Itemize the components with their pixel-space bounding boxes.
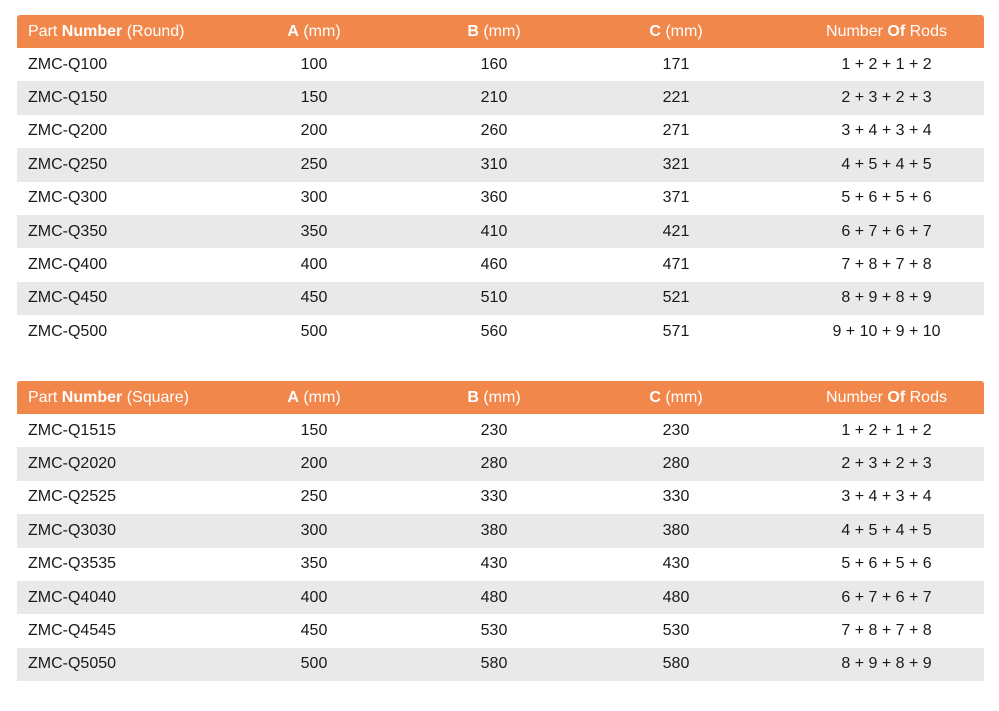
header-part-bold: Number <box>61 388 123 406</box>
header-part-pre: Part <box>28 22 58 40</box>
header-c-unit: (mm) <box>665 388 703 406</box>
c-cell: 230 <box>662 421 690 439</box>
table-row <box>17 414 984 447</box>
c-cell: 171 <box>662 55 690 73</box>
rods-cell: 4 + 5 + 4 + 5 <box>841 521 932 539</box>
header-rods-pre: Number <box>826 388 883 406</box>
a-cell: 300 <box>300 189 328 207</box>
part-number-cell: ZMC-Q500 <box>28 322 108 340</box>
header-rods-bold: Of <box>887 388 906 406</box>
square-spec-table <box>17 381 984 681</box>
c-cell: 580 <box>662 655 690 673</box>
part-number-cell: ZMC-Q2525 <box>28 488 117 506</box>
c-cell: 280 <box>662 455 690 473</box>
c-cell: 571 <box>662 322 690 340</box>
c-cell: 471 <box>662 256 690 274</box>
b-cell: 360 <box>480 189 508 207</box>
table-row <box>17 614 984 647</box>
a-cell: 500 <box>300 655 328 673</box>
b-cell: 460 <box>480 256 508 274</box>
header-part-bold: Number <box>61 22 123 40</box>
table-row <box>17 481 984 514</box>
b-cell: 560 <box>480 322 508 340</box>
square-table-header <box>17 381 984 414</box>
rods-cell: 6 + 7 + 6 + 7 <box>841 222 932 240</box>
b-cell: 580 <box>480 655 508 673</box>
a-cell: 400 <box>300 256 328 274</box>
header-b-letter: B <box>467 388 479 406</box>
table-row <box>17 182 984 215</box>
header-a-letter: A <box>287 388 299 406</box>
table-row <box>17 581 984 614</box>
table-row <box>17 148 984 181</box>
header-a-unit: (mm) <box>303 22 341 40</box>
c-cell: 421 <box>662 222 690 240</box>
header-part-pre: Part <box>28 388 58 406</box>
a-cell: 200 <box>300 122 328 140</box>
header-c <box>563 389 789 407</box>
c-cell: 430 <box>662 555 690 573</box>
a-cell: 350 <box>300 222 328 240</box>
rods-cell: 6 + 7 + 6 + 7 <box>841 588 932 606</box>
header-b-letter: B <box>467 22 479 40</box>
b-cell: 480 <box>480 588 508 606</box>
rods-cell: 1 + 2 + 1 + 2 <box>841 55 932 73</box>
b-cell: 210 <box>480 89 508 107</box>
part-number-cell: ZMC-Q1515 <box>28 421 117 439</box>
rods-cell: 3 + 4 + 3 + 4 <box>841 122 932 140</box>
b-cell: 260 <box>480 122 508 140</box>
rods-cell: 4 + 5 + 4 + 5 <box>841 155 932 173</box>
part-number-cell: ZMC-Q2020 <box>28 455 117 473</box>
part-number-cell: ZMC-Q250 <box>28 155 108 173</box>
c-cell: 530 <box>662 622 690 640</box>
header-b-unit: (mm) <box>483 22 521 40</box>
b-cell: 430 <box>480 555 508 573</box>
part-number-cell: ZMC-Q150 <box>28 89 108 107</box>
c-cell: 271 <box>662 122 690 140</box>
part-number-cell: ZMC-Q450 <box>28 289 108 307</box>
part-number-cell: ZMC-Q100 <box>28 55 108 73</box>
header-b-unit: (mm) <box>483 388 521 406</box>
part-number-cell: ZMC-Q400 <box>28 256 108 274</box>
round-spec-table <box>17 15 984 349</box>
rods-cell: 8 + 9 + 8 + 9 <box>841 289 932 307</box>
c-cell: 221 <box>662 89 690 107</box>
part-number-cell: ZMC-Q3535 <box>28 555 117 573</box>
header-c-letter: C <box>649 22 661 40</box>
a-cell: 200 <box>300 455 328 473</box>
table-row <box>17 447 984 480</box>
table-row <box>17 248 984 281</box>
b-cell: 310 <box>480 155 508 173</box>
a-cell: 150 <box>300 421 328 439</box>
table-row <box>17 282 984 315</box>
header-a-unit: (mm) <box>303 388 341 406</box>
b-cell: 230 <box>480 421 508 439</box>
table-row <box>17 315 984 348</box>
header-part-post: (Square) <box>126 388 189 406</box>
rods-cell: 8 + 9 + 8 + 9 <box>841 655 932 673</box>
header-rods-bold: Of <box>887 22 906 40</box>
a-cell: 500 <box>300 322 328 340</box>
round-table-header <box>17 15 984 48</box>
table-row <box>17 48 984 81</box>
b-cell: 160 <box>480 55 508 73</box>
table-row <box>17 514 984 547</box>
part-number-cell: ZMC-Q200 <box>28 122 108 140</box>
c-cell: 380 <box>662 521 690 539</box>
header-part-number <box>17 23 210 41</box>
b-cell: 280 <box>480 455 508 473</box>
part-number-cell: ZMC-Q5050 <box>28 655 117 673</box>
rods-cell: 9 + 10 + 9 + 10 <box>832 322 941 340</box>
rods-cell: 1 + 2 + 1 + 2 <box>841 421 932 439</box>
part-number-cell: ZMC-Q4040 <box>28 588 117 606</box>
rods-cell: 2 + 3 + 2 + 3 <box>841 89 932 107</box>
header-rods <box>789 23 984 41</box>
a-cell: 400 <box>300 588 328 606</box>
header-b <box>425 23 563 41</box>
round-table-body <box>17 48 984 349</box>
rods-cell: 5 + 6 + 5 + 6 <box>841 555 932 573</box>
header-a <box>203 23 425 41</box>
rods-cell: 7 + 8 + 7 + 8 <box>841 256 932 274</box>
header-rods-pre: Number <box>826 22 883 40</box>
table-row <box>17 215 984 248</box>
header-rods-post: Rods <box>909 388 947 406</box>
table-row <box>17 81 984 114</box>
part-number-cell: ZMC-Q3030 <box>28 521 117 539</box>
part-number-cell: ZMC-Q300 <box>28 189 108 207</box>
b-cell: 530 <box>480 622 508 640</box>
a-cell: 250 <box>300 488 328 506</box>
rods-cell: 5 + 6 + 5 + 6 <box>841 189 932 207</box>
b-cell: 330 <box>480 488 508 506</box>
a-cell: 300 <box>300 521 328 539</box>
header-rods <box>789 389 984 407</box>
a-cell: 450 <box>300 289 328 307</box>
a-cell: 150 <box>300 89 328 107</box>
header-rods-post: Rods <box>909 22 947 40</box>
rods-cell: 7 + 8 + 7 + 8 <box>841 622 932 640</box>
a-cell: 250 <box>300 155 328 173</box>
a-cell: 100 <box>300 55 328 73</box>
c-cell: 371 <box>662 189 690 207</box>
square-table-body <box>17 414 984 681</box>
c-cell: 321 <box>662 155 690 173</box>
header-a-letter: A <box>287 22 299 40</box>
b-cell: 410 <box>480 222 508 240</box>
c-cell: 330 <box>662 488 690 506</box>
header-b <box>425 389 563 407</box>
a-cell: 450 <box>300 622 328 640</box>
a-cell: 350 <box>300 555 328 573</box>
table-row <box>17 648 984 681</box>
part-number-cell: ZMC-Q350 <box>28 222 108 240</box>
b-cell: 510 <box>480 289 508 307</box>
b-cell: 380 <box>480 521 508 539</box>
header-a <box>203 389 425 407</box>
header-c-letter: C <box>649 388 661 406</box>
part-number-cell: ZMC-Q4545 <box>28 622 117 640</box>
header-part-number <box>17 389 210 407</box>
c-cell: 480 <box>662 588 690 606</box>
header-part-post: (Round) <box>126 22 185 40</box>
c-cell: 521 <box>662 289 690 307</box>
rods-cell: 3 + 4 + 3 + 4 <box>841 488 932 506</box>
header-c <box>563 23 789 41</box>
table-row <box>17 115 984 148</box>
header-c-unit: (mm) <box>665 22 703 40</box>
rods-cell: 2 + 3 + 2 + 3 <box>841 455 932 473</box>
table-row <box>17 548 984 581</box>
